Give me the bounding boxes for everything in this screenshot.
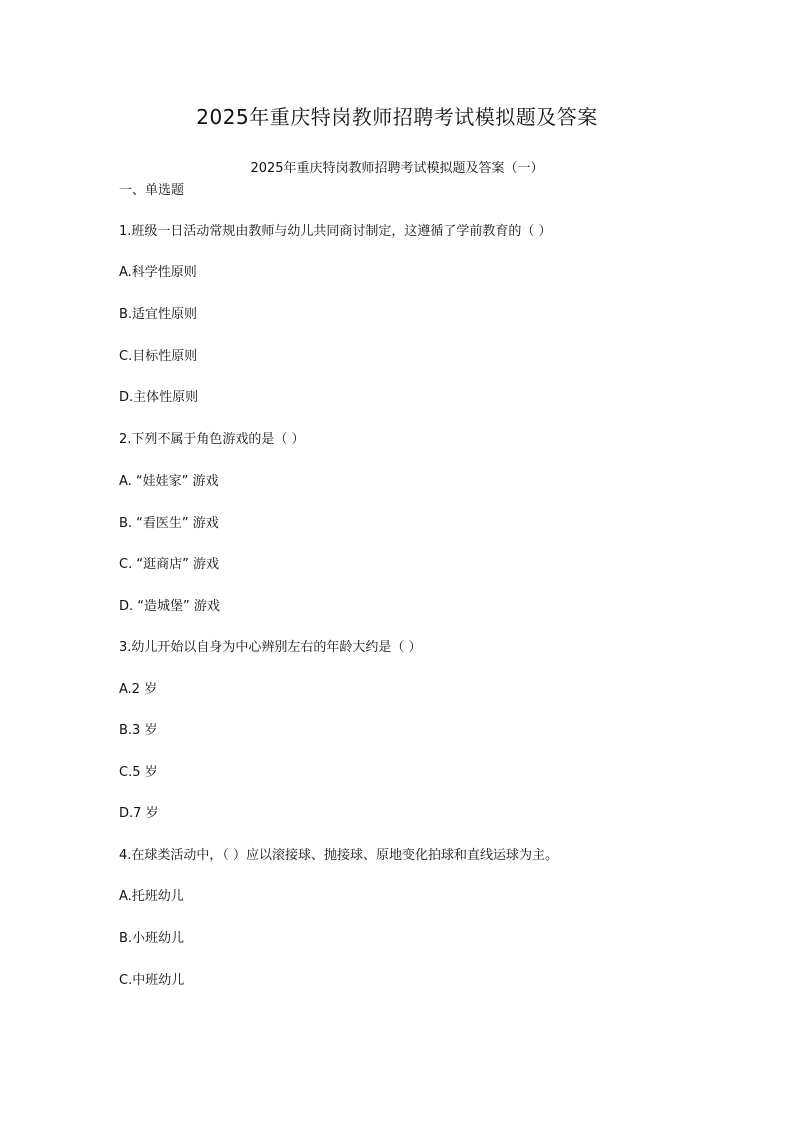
- question-1-option-a: A.科学性原则: [119, 265, 197, 280]
- question-2-option-d: D. “造城堡” 游戏: [119, 599, 220, 614]
- question-1-option-d: D.主体性原则: [119, 390, 199, 405]
- question-3-option-d: D.7 岁: [119, 806, 159, 821]
- question-3: 3.幼儿开始以自身为中心辨别左右的年龄大约是（ ）: [119, 640, 422, 655]
- question-4: 4.在球类活动中，（ ）应以滚接球、抛接球、原地变化拍球和直线运球为主。: [119, 848, 559, 863]
- question-3-option-c: C.5 岁: [119, 765, 158, 780]
- question-3-option-b: B.3 岁: [119, 723, 158, 738]
- question-2-option-c: C. “逛商店” 游戏: [119, 557, 219, 572]
- question-2: 2.下列不属于角色游戏的是（ ）: [119, 432, 305, 447]
- document-title: 2025年重庆特岗教师招聘考试模拟题及答案: [196, 105, 598, 129]
- question-1: 1.班级一日活动常规由教师与幼儿共同商讨制定，这遵循了学前教育的（ ）: [119, 224, 552, 239]
- section-heading: 一、单选题: [119, 183, 185, 198]
- document-subtitle: 2025年重庆特岗教师招聘考试模拟题及答案（一）: [250, 161, 544, 176]
- question-4-option-c: C.中班幼儿: [119, 973, 185, 988]
- question-2-option-b: B. “看医生” 游戏: [119, 516, 219, 531]
- question-4-option-b: B.小班幼儿: [119, 931, 185, 946]
- question-3-option-a: A.2 岁: [119, 682, 158, 697]
- question-2-option-a: A. “娃娃家” 游戏: [119, 474, 219, 489]
- question-1-option-b: B.适宜性原则: [119, 307, 198, 322]
- question-4-option-a: A.托班幼儿: [119, 889, 184, 904]
- question-1-option-c: C.目标性原则: [119, 349, 198, 364]
